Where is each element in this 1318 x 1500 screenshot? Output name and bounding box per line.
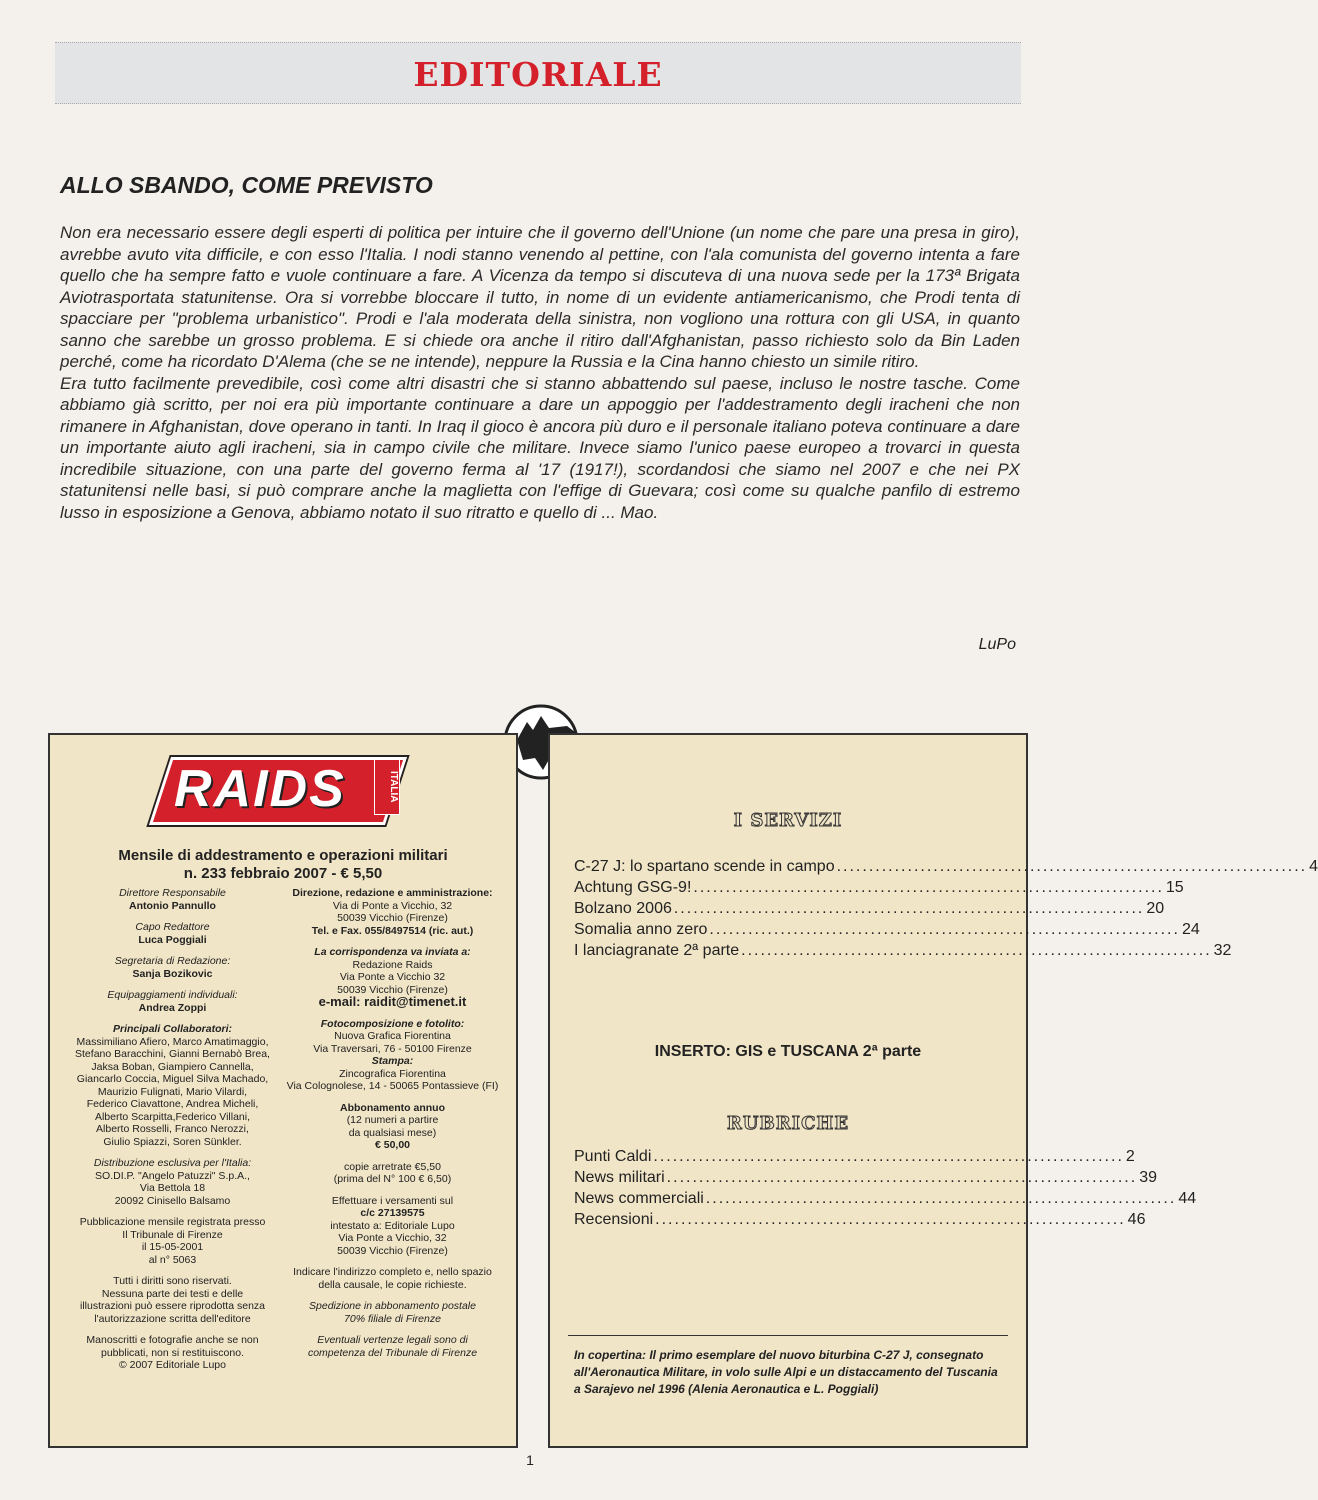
staff-name: Sanja Bozikovic: [132, 967, 213, 980]
payment-line: 50039 Vicchio (Firenze): [337, 1244, 448, 1257]
mail-line: 50039 Vicchio (Firenze): [337, 983, 448, 996]
article-body: [60, 222, 1020, 523]
cover-caption: In copertina: Il primo esemplare del nuovo biturbina C-27 J, consegnato all'Aeronautica Militare, in volo sulle Alpi e un distaccamento del Tuscania a Sarajevo nel 1996 (Alenia Aeronautica e L. Poggiali): [574, 1348, 998, 1396]
header-band: [55, 42, 1021, 104]
page-number: 1: [526, 1452, 534, 1468]
back-issues-line: (prima del N° 100 € 6,50): [333, 1173, 452, 1185]
photo-line: Nuova Grafica Fiorentina: [334, 1030, 451, 1042]
rights-line: Tutti i diritti sono riservati.: [113, 1275, 232, 1287]
toc-page: 2: [1125, 1148, 1135, 1165]
subscription-line: da qualsiasi mese): [348, 1126, 437, 1139]
phone: Tel. e Fax. 055/8497514 (ric. aut.): [311, 924, 474, 937]
toc-page: 24: [1181, 921, 1200, 938]
indicate-line: Indicare l'indirizzo completo e, nello spazio: [293, 1266, 492, 1278]
mail-line: Redazione Raids: [352, 958, 433, 971]
payment-line: Via Ponte a Vicchio, 32: [338, 1232, 447, 1244]
staff-role: Capo Redattore: [135, 921, 210, 933]
print-line: Via Colognolese, 14 - 50065 Pontassieve (FI): [286, 1080, 499, 1092]
magazine-issue: n. 233 febbraio 2007 - € 5,50: [183, 865, 383, 882]
logo-subtext: ITALIA: [374, 759, 400, 815]
staff-role: Direttore Responsabile: [119, 887, 226, 899]
masthead-column-right: [285, 887, 500, 1368]
mail-title: La corrispondenza va inviata a:: [314, 946, 471, 958]
email-link[interactable]: e-mail: raidit@timenet.it: [318, 994, 467, 1009]
raids-logo: [160, 753, 410, 833]
manuscripts-line: Manoscritti e fotografie anche se non: [86, 1334, 259, 1346]
author-signature: LuPo: [978, 636, 1016, 653]
toc-title: Achtung GSG-9!: [574, 879, 692, 896]
distribution-line: 20092 Cinisello Balsamo: [114, 1194, 231, 1207]
insert-title: INSERTO: GIS e TUSCANA 2ª parte: [654, 1043, 922, 1060]
toc-title: News commerciali: [574, 1190, 704, 1207]
magazine-subtitle: Mensile di addestramento e operazioni militari: [118, 847, 448, 864]
toc-page: 39: [1139, 1169, 1157, 1186]
toc-title: I lanciagranate 2ª parte: [574, 942, 740, 959]
photo-title: Fotocomposizione e fotolito:: [320, 1017, 465, 1030]
columns-list: [574, 1148, 1197, 1232]
toc-title: News militari: [574, 1169, 665, 1186]
article-paragraph: Era tutto facilmente prevedibile, così come altri disastri che si stanno abbattendo sul paese, incluso le nostre tasche. Come abbiamo già scritto, per noi era più importante continuare a dare un appoggio per l'addestramento degli iracheni che non rimanere in Afghanistan, dove operano in tanti. In Iraq il gioco è ancora più duro e il personale italiano poteva continuare a dare un importante aiuto agli iracheni, sia in campo civile che militare. Invece siamo l'unico paese europeo a trovarci in questa incredibile situazione, con una parte del governo ferma al '17 (1917!), scordandosi che siamo nel 2007 e che nei PX statunitensi nelle basi, si può comprare anche la maglietta con l'effige di Guevara; così come su qualche panfilo di estremo lusso in esposizione a Genova, abbiamo notato il suo ritratto e quello di ... Mao.: [60, 373, 1020, 522]
shipping-line: Spedizione in abbonamento postale: [309, 1300, 476, 1312]
staff-name: Antonio Pannullo: [129, 899, 216, 912]
toc-title: C-27 J: lo spartano scende in campo: [574, 858, 835, 875]
subscription-title: Abbonamento annuo: [340, 1101, 445, 1114]
toc-row: News militari ......................................................................... 39: [574, 1169, 1157, 1186]
toc-page: 4: [1309, 858, 1318, 875]
divider: [568, 1335, 1008, 1336]
subscription-line: (12 numeri a partire: [346, 1114, 439, 1126]
back-issues-line: copie arretrate €5,50: [344, 1160, 441, 1173]
rights-line: l'autorizzazione scritta dell'editore: [94, 1312, 251, 1325]
section-title: EDITORIALE: [413, 55, 663, 94]
toc-page: 44: [1178, 1190, 1197, 1207]
staff-name: Andrea Zoppi: [138, 1001, 207, 1014]
toc-page: 15: [1165, 879, 1184, 896]
distribution-line: Via Bettola 18: [139, 1182, 206, 1194]
payment-title: Effettuare i versamenti sul: [331, 1194, 454, 1207]
mail-line: Via Ponte a Vicchio 32: [339, 971, 446, 983]
toc-row: I lanciagranate 2ª parte ......................................................................... 32: [574, 942, 1232, 959]
masthead-box: [48, 733, 518, 1448]
services-title: I SERVIZI: [733, 810, 843, 831]
subscription-price: € 50,00: [374, 1139, 411, 1151]
toc-title: Somalia anno zero: [574, 921, 708, 938]
toc-title: Bolzano 2006: [574, 900, 672, 917]
collaborators-line: Giulio Spiazzi, Soren Sünkler.: [103, 1135, 242, 1148]
registration-line: Il Tribunale di Firenze: [122, 1228, 223, 1241]
office-title: Direzione, redazione e amministrazione:: [292, 887, 493, 899]
rights-line: Nessuna parte dei testi e delle: [101, 1287, 244, 1300]
payment-account: c/c 27139575: [360, 1207, 425, 1219]
collaborators-line: Alberto Scarpitta,Federico Villani,: [94, 1110, 251, 1123]
toc-page: 46: [1127, 1211, 1146, 1228]
toc-row: C-27 J: lo spartano scende in campo ......................................................................... 4: [574, 858, 1318, 875]
columns-title: RUBRICHE: [726, 1113, 850, 1134]
collaborators-line: Stefano Baracchini, Gianni Bernabò Brea,: [75, 1048, 270, 1060]
office-line: 50039 Vicchio (Firenze): [337, 912, 448, 924]
staff-name: Luca Poggiali: [138, 933, 207, 946]
toc-row: Achtung GSG-9! ......................................................................... 15: [574, 879, 1184, 896]
photo-line: Via Traversari, 76 - 50100 Firenze: [313, 1042, 472, 1055]
toc-title: Recensioni: [574, 1211, 654, 1228]
toc-row: News commerciali ......................................................................... 44: [574, 1190, 1197, 1207]
registration-line: al n° 5063: [148, 1253, 197, 1266]
logo-text: RAIDS: [174, 760, 346, 818]
print-title: Stampa:: [371, 1055, 414, 1067]
distribution-title: Distribuzione esclusiva per l'Italia:: [93, 1157, 252, 1169]
collaborators-line: Federico Ciavattone, Andrea Micheli,: [86, 1098, 259, 1110]
registration-line: Pubblicazione mensile registrata presso: [79, 1216, 266, 1228]
contents-box: [548, 733, 1318, 1448]
collaborators-line: Maurizio Fulignati, Mario Vilardi,: [97, 1085, 248, 1098]
staff-role: Segretaria di Redazione:: [114, 955, 231, 967]
article-headline: ALLO SBANDO, COME PREVISTO: [60, 172, 433, 198]
collaborators-line: Giancarlo Coccia, Miguel Silva Machado,: [76, 1073, 269, 1085]
toc-title: Punti Caldi: [574, 1148, 652, 1165]
toc-row: Punti Caldi ......................................................................... 2: [574, 1148, 1135, 1165]
shipping-line: 70% filiale di Firenze: [344, 1312, 441, 1325]
masthead-column-left: [60, 887, 285, 1381]
distribution-line: SO.DI.P. "Angelo Patuzzi" S.p.A.,: [95, 1169, 250, 1182]
toc-row: Recensioni ......................................................................... 46: [574, 1211, 1146, 1228]
payment-line: intestato a: Editoriale Lupo: [330, 1219, 455, 1232]
legal-line: competenza del Tribunale di Firenze: [307, 1346, 478, 1359]
collaborators-title: Principali Collaboratori:: [112, 1023, 233, 1035]
print-line: Zincografica Fiorentina: [339, 1067, 446, 1080]
collaborators-line: Alberto Rosselli, Franco Nerozzi,: [96, 1123, 249, 1135]
article-paragraph: Non era necessario essere degli esperti di politica per intuire che il governo dell'Unione (un nome che pare una presa in giro), avrebbe avuto vita difficile, e con esso l'Italia. I nodi stanno venendo al pettine, con l'ala comunista del governo intenta a fare quello che ha sempre fatto e vuole continuare a fare. A Vicenza da tempo si discuteva di una nuova sede per la 173ª Brigata Aviotrasportata statunitense. Ora si vorrebbe bloccare il tutto, in nome di un evidente antiamericanismo, che Prodi tenta di spacciare per "problema urbanistico". Prodi e l'ala moderata della sinistra, non vogliono una rottura con gli USA, in quanto sanno che sarebbe un grosso problema. E si chiede ora anche il ritiro dall'Afghanistan, passo richiesto solo da Bin Laden perché, come ha ricordato D'Alema (che se ne intende), neppure la Russia e la Cina hanno chiesto un simile ritiro.: [60, 223, 1020, 371]
rights-line: illustrazioni può essere riprodotta senza: [79, 1300, 266, 1312]
toc-page: 32: [1213, 942, 1232, 959]
legal-line: Eventuali vertenze legali sono di: [317, 1334, 468, 1346]
toc-row: Somalia anno zero ......................................................................... 24: [574, 921, 1200, 938]
collaborators-line: Jaksa Boban, Giampiero Cannella,: [91, 1060, 254, 1073]
registration-line: il 15-05-2001: [141, 1241, 204, 1253]
office-line: Via di Ponte a Vicchio, 32: [332, 899, 453, 912]
staff-role: Equipaggiamenti individuali:: [107, 989, 238, 1001]
toc-page: 20: [1146, 900, 1165, 917]
manuscripts-line: pubblicati, non si restituiscono.: [101, 1346, 244, 1359]
indicate-line: della causale, le copie richieste.: [318, 1278, 467, 1291]
collaborators-line: Massimiliano Afiero, Marco Amatimaggio,: [76, 1035, 269, 1048]
copyright: © 2007 Editoriale Lupo: [119, 1359, 226, 1371]
toc-row: Bolzano 2006 ......................................................................... 20: [574, 900, 1165, 917]
services-list: [574, 858, 1318, 963]
